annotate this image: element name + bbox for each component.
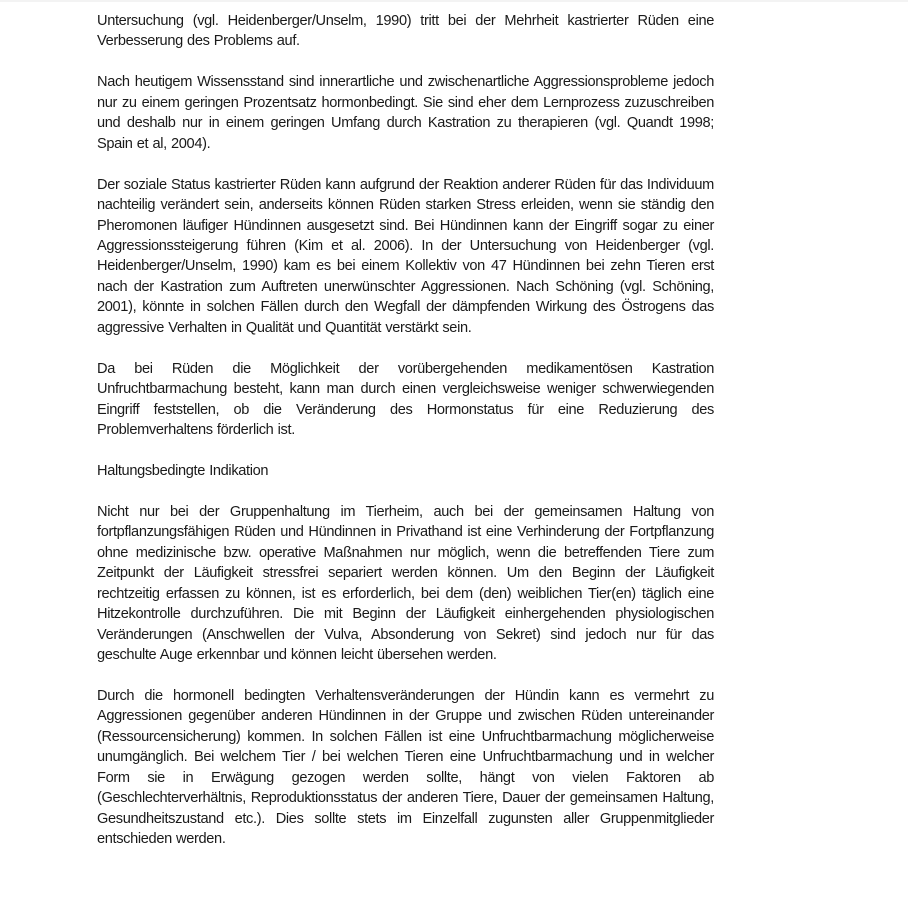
paragraph-medical-castration: Da bei Rüden die Möglichkeit der vorübergehenden medikamentösen Kastration Unfruchtbarmachung besteht, kann man durch einen vergleichsweise weniger schwerwiegenden Eingriff feststellen, ob die Veränderung des Hormonstatus für eine Reduzierung des Problemverhaltens förderlich ist.	[97, 360, 714, 439]
paragraph-hormonal-behavior: Durch die hormonell bedingten Verhaltensveränderungen der Hündin kann es vermehrt zu Aggressionen gegenüber anderen Hündinnen in der Gruppe und zwischen Rüden untereinander (Ressourcensicherung) kommen. In solchen Fällen ist eine Unfruchtbarmachung möglicherweise unumgänglich. Bei welchem Tier / bei welchen Tieren eine Unfruchtbarmachung und in welcher Form sie in Erwägung gezogen werden sollte, hängt von vielen Faktoren ab (Geschlechterverhältnis, Reproduktionsstatus der anderen Tiere, Dauer der gemeinsamen Haltung, Gesundheitszustand etc.). Dies sollte stets im Einzelfall zugunsten aller Gruppenmitglieder entschieden werden.	[97, 687, 714, 848]
page-top-edge	[0, 0, 908, 2]
paragraph-aggression-hormones: Nach heutigem Wissensstand sind innerartliche und zwischenartliche Aggressionsprobleme jedoch nur zu einem geringen Prozentsatz hormonbedingt. Sie sind eher dem Lernprozess zuzuschreiben und deshalb nur in einem geringen Umfang durch Kastration zu therapieren (vgl. Quandt 1998; Spain et al, 2004).	[97, 74, 714, 152]
section-heading: Haltungsbedingte Indikation	[97, 462, 269, 479]
paragraph-social-status: Der soziale Status kastrierter Rüden kann aufgrund der Reaktion anderer Rüden für das Individuum nachteilig verändert sein, anderseits können Rüden starken Stress erleiden, wenn sie ständig den Pheromonen läufiger Hündinnen ausgesetzt sind. Bei Hündinnen kann der Eingriff sogar zu einer Aggressionssteigerung führen (Kim et al. 2006). In der Untersuchung von Heidenberger (vgl. Heidenberger/Unselm, 1990) kam es bei einem Kollektiv von 47 Hündinnen bei zehn Tieren erst nach der Kastration zum Auftreten unerwünschter Aggressionen. Nach Schöning (vgl. Schöning, 2001), könnte in solchen Fällen durch den Wegfall der dämpfenden Wirkung des Östrogens das aggressive Verhalten in Qualität und Quantität verstärkt sein.	[97, 176, 714, 336]
document-page	[97, 11, 714, 870]
paragraph-group-housing: Nicht nur bei der Gruppenhaltung im Tierheim, auch bei der gemeinsamen Haltung von fortpflanzungsfähigen Rüden und Hündinnen in Privathand ist eine Verhinderung der Fortpflanzung ohne medizinische bzw. operative Maßnahmen nur möglich, wenn die betreffenden Tiere zum Zeitpunkt der Läufigkeit stressfrei separiert werden können. Um den Beginn der Läufigkeit rechtzeitig erfassen zu können, ist es erforderlich, bei dem (den) weiblichen Tier(en) täglich eine Hitzekontrolle durchzuführen. Die mit Beginn der Läufigkeit einhergehenden physiologischen Veränderungen (Anschwellen der Vulva, Absonderung von Sekret) sind jedoch nur für das geschulte Auge erkennbar und können leicht übersehen werden.	[97, 503, 714, 663]
paragraph-castration-improvement: Untersuchung (vgl. Heidenberger/Unselm, 1990) tritt bei der Mehrheit kastrierter Rüden eine Verbesserung des Problems auf.	[97, 13, 714, 50]
